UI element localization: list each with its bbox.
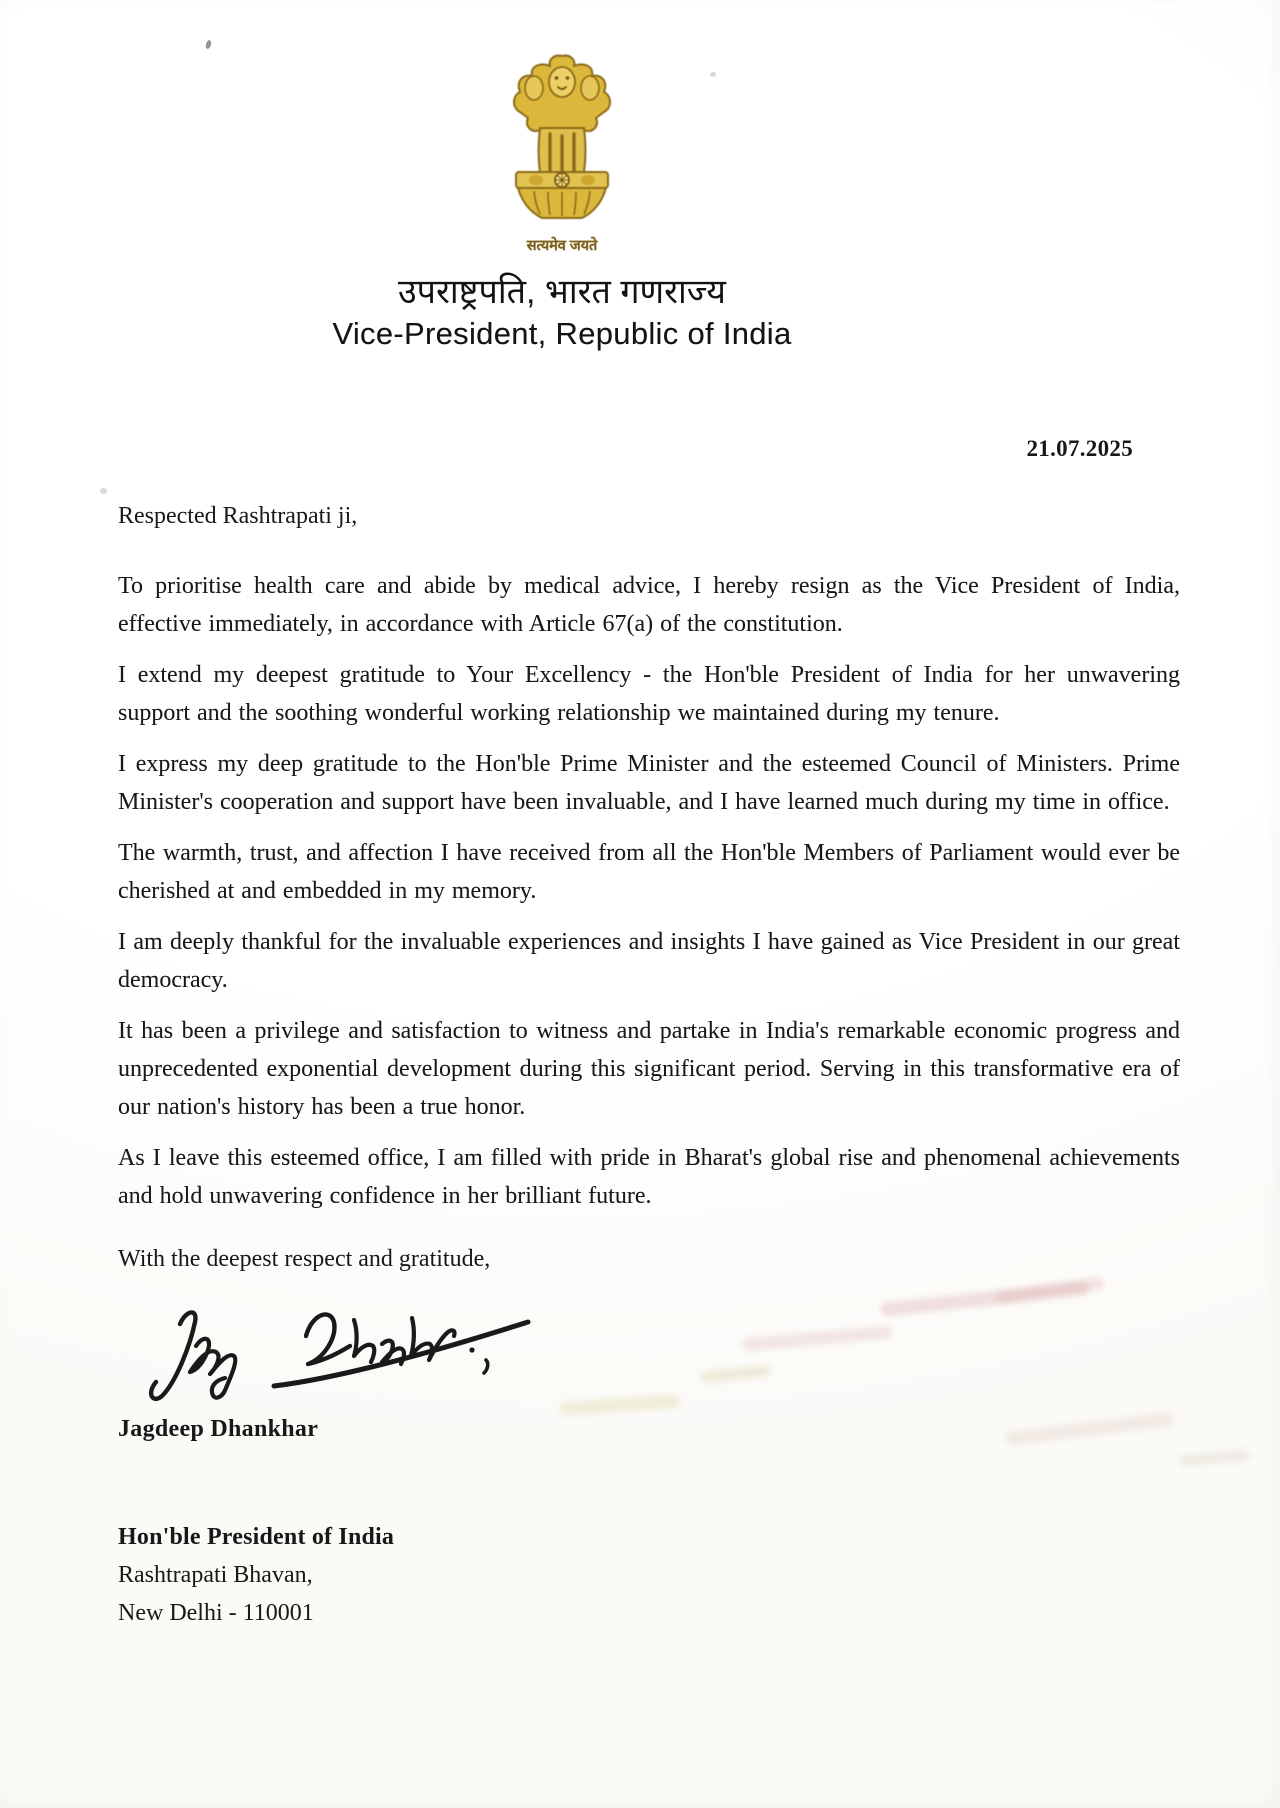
salutation: Respected Rashtrapati ji,	[118, 503, 358, 529]
date-row	[0, 434, 1280, 467]
recipient-building: Rashtrapati Bhavan,	[118, 1562, 313, 1588]
paragraph-privilege: It has been a privilege and satisfaction to witness and partake in India's remarkable economic progress and unprecedented exponential development during this significant period. Serving in this transformative era of our nation's history has been a true honor.	[118, 1018, 1180, 1120]
paragraph-resignation: To prioritise health care and abide by medical advice, I hereby resign as the Vice President of India, effective immediately, in accordance with Article 67(a) of the constitution.	[118, 573, 1180, 637]
closing-line: With the deepest respect and gratitude,	[118, 1246, 491, 1272]
recipient-title: Hon'ble President of India	[118, 1524, 395, 1550]
recipient-city: New Delhi - 110001	[118, 1600, 314, 1626]
paragraph-gratitude-pm: I express my deep gratitude to the Hon'ble Prime Minister and the esteemed Council of Ministers. Prime Minister's cooperation and support have been invaluable, and I have learned much during my time in office.	[118, 751, 1180, 815]
scan-speck	[100, 488, 107, 494]
paragraph-gratitude-president: I extend my deepest gratitude to Your Excellency - the Hon'ble President of India for her unwavering support and the soothing wonderful working relationship we maintained during my tenure.	[118, 662, 1180, 726]
paragraph-thankful: I am deeply thankful for the invaluable experiences and insights I have gained as Vice President in our great democracy.	[118, 929, 1180, 993]
letter-date: 21.07.2025	[1026, 436, 1133, 461]
letterhead-title-english: Vice-President, Republic of India	[332, 316, 792, 351]
paragraph-parliament: The warmth, trust, and affection I have received from all the Hon'ble Members of Parliament would ever be cherished at and embedded in my memory.	[118, 840, 1180, 904]
signer-name: Jagdeep Dhankhar	[118, 1416, 319, 1442]
letterhead	[0, 0, 1202, 354]
handwritten-signature	[140, 1298, 550, 1410]
emblem-motto: सत्यमेव जयते	[526, 238, 598, 254]
letter-body	[0, 497, 1280, 1632]
letterhead-title-hindi: उपराष्ट्रपति, भारत गणराज्य	[398, 273, 726, 311]
recipient-address	[118, 1518, 1180, 1632]
ashoka-lion-capital-emblem-icon	[500, 52, 624, 234]
paragraph-farewell: As I leave this esteemed office, I am filled with pride in Bharat's global rise and phenomenal achievements and hold unwavering confidence in her brilliant future.	[118, 1145, 1180, 1209]
